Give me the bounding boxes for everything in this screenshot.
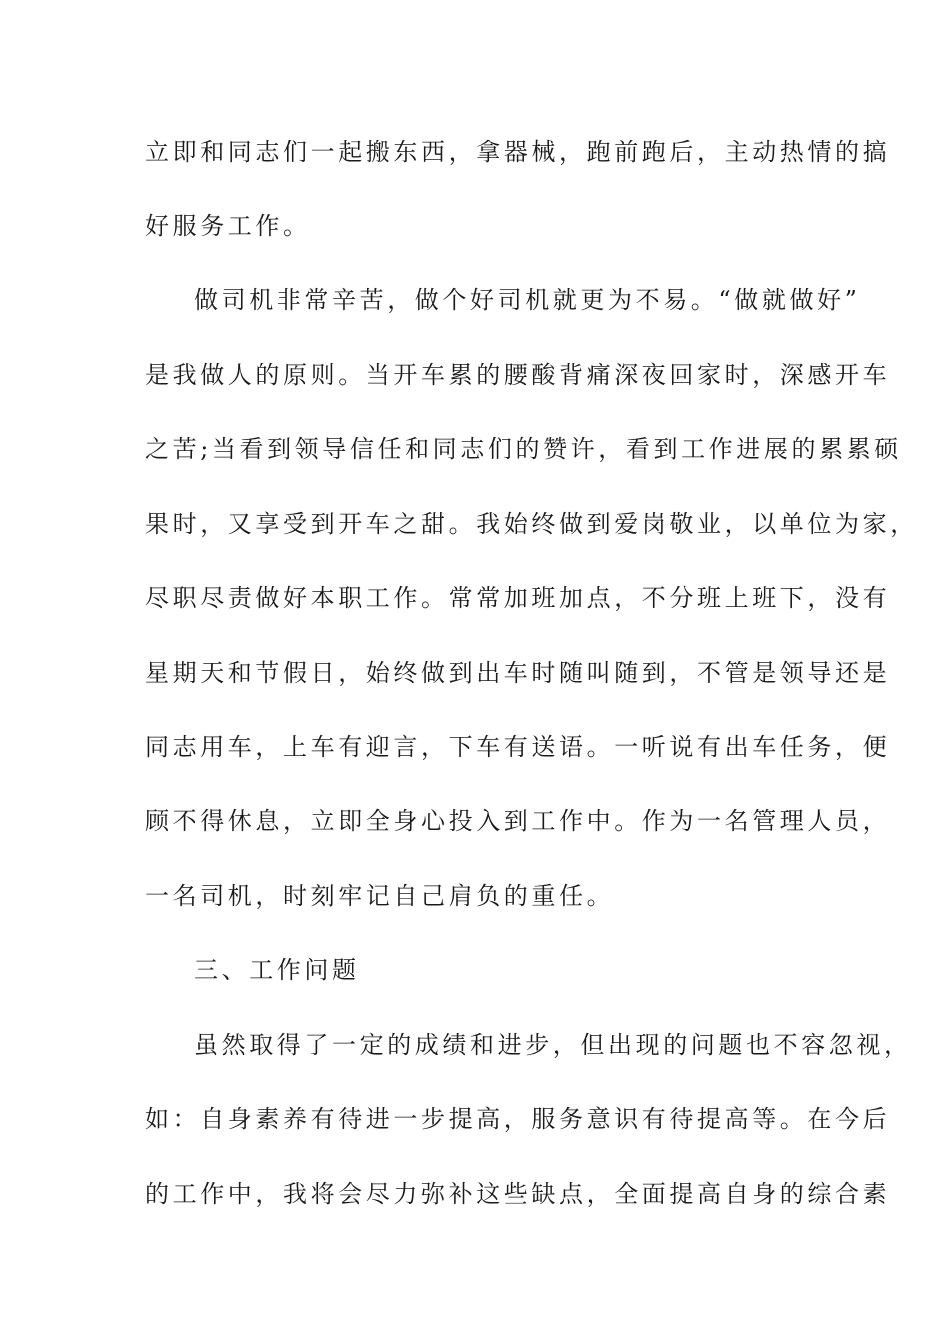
text-line: 之苦;当看到领导信任和同志们的赞许，看到工作进展的累累硕 xyxy=(145,435,902,463)
text-line: 果时，又享受到开车之甜。我始终做到爱岗敬业，以单位为家， xyxy=(145,510,918,538)
text-line: 好服务工作。 xyxy=(145,212,311,240)
text-line: 的工作中，我将会尽力弥补这些缺点，全面提高自身的综合素 xyxy=(145,1180,891,1208)
text-line: 如：自身素养有待进一步提高，服务意识有待提高等。在今后 xyxy=(145,1105,891,1133)
text-line: 尽职尽责做好本职工作。常常加班加点，不分班上班下，没有 xyxy=(145,584,891,612)
text-line: 一名司机，时刻牢记自己肩负的重任。 xyxy=(145,882,615,910)
text-line: 顾不得休息，立即全身心投入到工作中。作为一名管理人员， xyxy=(145,807,891,835)
text-line: 立即和同志们一起搬东西，拿器械，跑前跑后，主动热情的搞 xyxy=(145,138,891,166)
paragraph-first-line: 做司机非常辛苦，做个好司机就更为不易。“做就做好” xyxy=(194,286,861,314)
paragraph-first-line: 虽然取得了一定的成绩和进步，但出现的问题也不容忽视， xyxy=(194,1031,912,1059)
text-line: 是我做人的原则。当开车累的腰酸背痛深夜回家时，深感开车 xyxy=(145,361,891,389)
text-line: 同志用车，上车有迎言，下车有送语。一听说有出车任务，便 xyxy=(145,733,891,761)
section-heading: 三、工作问题 xyxy=(194,956,360,984)
text-line: 星期天和节假日，始终做到出车时随叫随到，不管是领导还是 xyxy=(145,659,891,687)
